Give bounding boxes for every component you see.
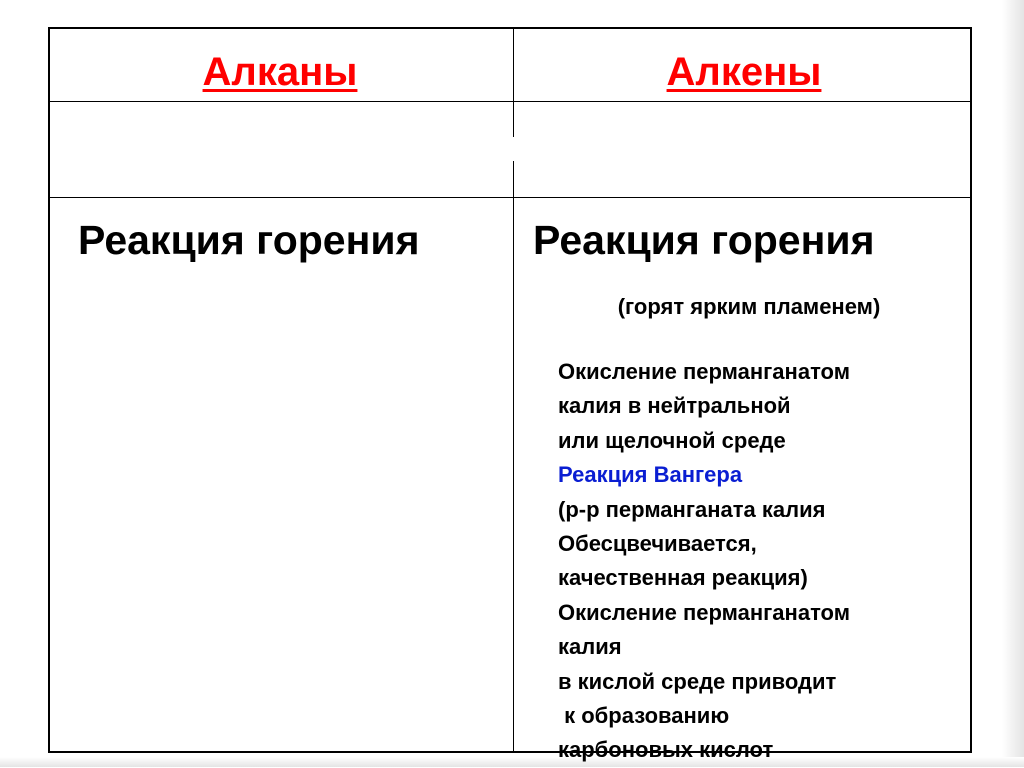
text-line: Обесцвечивается, (558, 531, 757, 557)
column-divider-bottom (513, 161, 514, 753)
alkenes-flame-note: (горят ярким пламенем) (617, 294, 881, 319)
alkenes-combustion: Реакция горения (533, 217, 875, 263)
header-alkanes: Алканы (202, 50, 358, 94)
row-divider-2 (50, 197, 970, 198)
text-line: калия в нейтральной (558, 393, 791, 419)
text-line: в кислой среде приводит (558, 668, 837, 694)
text-line: карбоновых кислот (558, 737, 774, 763)
text-line: (р-р перманганата калия (558, 496, 826, 522)
header-alkenes: Алкены (666, 50, 822, 94)
text-line: к образованию (558, 703, 730, 729)
text-line: или щелочной среде (558, 427, 786, 453)
alkanes-combustion: Реакция горения (78, 217, 420, 263)
text-line: калия (558, 634, 622, 660)
slide-shadow-right (1002, 0, 1024, 767)
row-divider-1 (50, 101, 970, 102)
wagner-reaction-label: Реакция Вангера (558, 462, 743, 488)
text-line: Окисление перманганатом (558, 599, 850, 625)
text-line: качественная реакция) (558, 565, 808, 591)
slide-shadow-bottom (0, 757, 1024, 767)
text-line: Окисление перманганатом (558, 359, 850, 384)
comparison-table (48, 27, 972, 763)
alkenes-oxidation-text (558, 355, 850, 768)
